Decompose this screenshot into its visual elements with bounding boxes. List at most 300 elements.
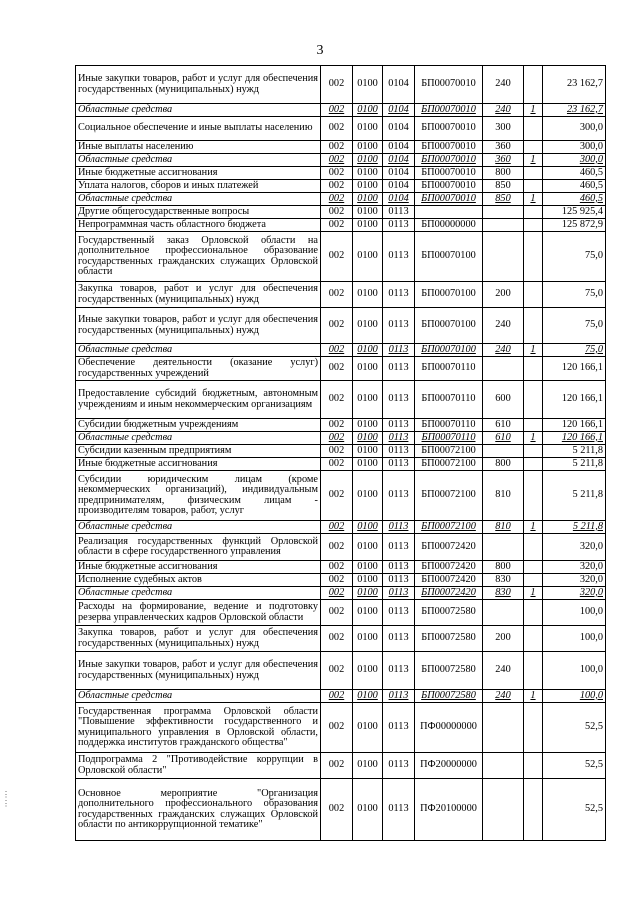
row-amount: 23 162,7 [543,66,606,104]
row-amount: 75,0 [543,308,606,344]
row-amount: 120 166,1 [543,357,606,381]
table-row [76,344,606,357]
row-subsection-code: 0113 [383,232,415,282]
table-row [76,652,606,690]
row-section-code: 0100 [353,206,383,219]
row-name: Областные средства [76,193,321,206]
row-section-code: 0100 [353,600,383,626]
row-section-code: 0100 [353,357,383,381]
row-target-article-code: БП00070010 [415,117,483,141]
row-ved-code: 002 [321,458,353,471]
row-target-article-code: ПФ00000000 [415,703,483,753]
row-target-article-code: БП00070010 [415,167,483,180]
row-ved-code: 002 [321,117,353,141]
row-subsection-code: 0113 [383,206,415,219]
row-subsection-code: 0113 [383,357,415,381]
row-ved-code: 002 [321,703,353,753]
row-source-code: 1 [524,104,543,117]
row-expense-type-code [483,206,524,219]
row-section-code: 0100 [353,587,383,600]
row-name: Иные бюджетные ассигнования [76,561,321,574]
row-subsection-code: 0113 [383,561,415,574]
row-name: Социальное обеспечение и иные выплаты населению [76,117,321,141]
row-name: Подпрограмма 2 "Противодействие коррупции в Орловской области" [76,753,321,779]
row-section-code: 0100 [353,652,383,690]
row-expense-type-code: 360 [483,154,524,167]
row-ved-code: 002 [321,419,353,432]
row-subsection-code: 0113 [383,445,415,458]
row-section-code: 0100 [353,703,383,753]
row-source-code [524,703,543,753]
table-row [76,753,606,779]
row-name: Иные закупки товаров, работ и услуг для обеспечения государственных (муниципальных) нужд [76,66,321,104]
row-section-code: 0100 [353,753,383,779]
row-source-code [524,180,543,193]
row-target-article-code: БП00070010 [415,104,483,117]
row-source-code [524,381,543,419]
row-source-code [524,219,543,232]
row-name: Предоставление субсидий бюджетным, автономным учреждениям и иным некоммерческим организациям [76,381,321,419]
row-section-code: 0100 [353,432,383,445]
row-subsection-code: 0113 [383,779,415,841]
table-row [76,690,606,703]
row-expense-type-code: 200 [483,626,524,652]
row-target-article-code: БП00072420 [415,534,483,561]
row-source-code [524,471,543,521]
row-source-code: 1 [524,587,543,600]
row-source-code [524,534,543,561]
row-source-code [524,66,543,104]
row-name: Непрограммная часть областного бюджета [76,219,321,232]
row-ved-code: 002 [321,66,353,104]
row-expense-type-code: 360 [483,141,524,154]
row-ved-code: 002 [321,219,353,232]
row-ved-code: 002 [321,521,353,534]
page-number: 3 [316,43,324,58]
row-section-code: 0100 [353,117,383,141]
row-ved-code: 002 [321,690,353,703]
table-row [76,308,606,344]
row-subsection-code: 0113 [383,471,415,521]
row-ved-code: 002 [321,574,353,587]
row-expense-type-code: 300 [483,117,524,141]
row-expense-type-code [483,219,524,232]
table-row [76,206,606,219]
row-expense-type-code: 240 [483,66,524,104]
table-row [76,167,606,180]
row-ved-code: 002 [321,167,353,180]
table-row [76,626,606,652]
row-subsection-code: 0113 [383,219,415,232]
row-target-article-code: ПФ20100000 [415,779,483,841]
row-subsection-code: 0113 [383,308,415,344]
row-subsection-code: 0113 [383,753,415,779]
row-target-article-code: БП00072420 [415,587,483,600]
row-expense-type-code: 610 [483,432,524,445]
table-row [76,193,606,206]
row-ved-code: 002 [321,652,353,690]
table-row [76,471,606,521]
row-source-code: 1 [524,344,543,357]
row-ved-code: 002 [321,180,353,193]
row-section-code: 0100 [353,381,383,419]
table-row [76,104,606,117]
row-name: Иные выплаты населению [76,141,321,154]
table-row [76,357,606,381]
table-row [76,282,606,308]
row-target-article-code: БП00070110 [415,381,483,419]
row-ved-code: 002 [321,282,353,308]
row-source-code [524,626,543,652]
row-subsection-code: 0113 [383,574,415,587]
row-section-code: 0100 [353,154,383,167]
row-amount: 52,5 [543,753,606,779]
row-expense-type-code [483,779,524,841]
row-section-code: 0100 [353,344,383,357]
row-ved-code: 002 [321,471,353,521]
row-subsection-code: 0104 [383,104,415,117]
row-section-code: 0100 [353,626,383,652]
row-target-article-code: БП00072580 [415,652,483,690]
row-amount: 100,0 [543,626,606,652]
row-expense-type-code: 240 [483,690,524,703]
row-source-code: 1 [524,690,543,703]
row-subsection-code: 0113 [383,344,415,357]
row-subsection-code: 0113 [383,587,415,600]
row-source-code [524,574,543,587]
budget-table [75,65,606,841]
row-name: Исполнение судебных актов [76,574,321,587]
row-name: Областные средства [76,104,321,117]
row-ved-code: 002 [321,344,353,357]
row-name: Иные бюджетные ассигнования [76,167,321,180]
row-target-article-code: БП00072580 [415,600,483,626]
row-amount: 100,0 [543,690,606,703]
row-ved-code: 002 [321,206,353,219]
row-target-article-code: БП00070010 [415,180,483,193]
row-source-code [524,419,543,432]
row-amount: 460,5 [543,167,606,180]
row-source-code [524,561,543,574]
row-source-code [524,652,543,690]
row-amount: 75,0 [543,282,606,308]
row-subsection-code: 0113 [383,432,415,445]
table-row [76,232,606,282]
row-amount: 120 166,1 [543,381,606,419]
row-section-code: 0100 [353,219,383,232]
margin-scan-marks: ⋮ ⋮ [2,790,10,808]
table-row [76,534,606,561]
row-target-article-code: БП00072100 [415,471,483,521]
table-row [76,432,606,445]
table-row [76,154,606,167]
row-target-article-code: БП00070010 [415,193,483,206]
row-expense-type-code: 600 [483,381,524,419]
row-target-article-code: БП00072100 [415,458,483,471]
row-section-code: 0100 [353,458,383,471]
row-ved-code: 002 [321,141,353,154]
row-section-code: 0100 [353,690,383,703]
row-amount: 5 211,8 [543,445,606,458]
row-name: Иные закупки товаров, работ и услуг для обеспечения государственных (муниципальных) нужд [76,308,321,344]
row-ved-code: 002 [321,232,353,282]
row-target-article-code: БП00072580 [415,690,483,703]
row-expense-type-code: 240 [483,344,524,357]
row-expense-type-code [483,600,524,626]
row-ved-code: 002 [321,432,353,445]
row-amount: 320,0 [543,561,606,574]
row-ved-code: 002 [321,381,353,419]
row-name: Областные средства [76,432,321,445]
budget-table-body [76,66,606,841]
row-subsection-code: 0104 [383,141,415,154]
row-name: Уплата налогов, сборов и иных платежей [76,180,321,193]
row-target-article-code: БП00072100 [415,521,483,534]
row-subsection-code: 0113 [383,458,415,471]
row-expense-type-code: 800 [483,458,524,471]
row-ved-code: 002 [321,779,353,841]
row-expense-type-code [483,232,524,282]
row-ved-code: 002 [321,104,353,117]
row-source-code [524,308,543,344]
row-source-code [524,753,543,779]
row-amount: 5 211,8 [543,521,606,534]
row-amount: 52,5 [543,779,606,841]
row-section-code: 0100 [353,779,383,841]
row-amount: 320,0 [543,587,606,600]
row-expense-type-code [483,357,524,381]
row-amount: 23 162,7 [543,104,606,117]
row-expense-type-code: 830 [483,587,524,600]
row-target-article-code: БП00070100 [415,308,483,344]
row-section-code: 0100 [353,180,383,193]
row-expense-type-code: 850 [483,193,524,206]
row-expense-type-code: 610 [483,419,524,432]
row-expense-type-code: 810 [483,521,524,534]
table-row [76,117,606,141]
row-target-article-code: ПФ20000000 [415,753,483,779]
row-name: Государственный заказ Орловской области на дополнительное профессиональное образование государственных гражданских служащих Орловской области [76,232,321,282]
row-expense-type-code [483,445,524,458]
table-row [76,587,606,600]
row-ved-code: 002 [321,357,353,381]
row-source-code: 1 [524,521,543,534]
row-section-code: 0100 [353,193,383,206]
table-row [76,574,606,587]
row-section-code: 0100 [353,167,383,180]
row-source-code [524,779,543,841]
row-amount: 125 872,9 [543,219,606,232]
row-amount: 320,0 [543,574,606,587]
table-row [76,141,606,154]
row-target-article-code: БП00072420 [415,574,483,587]
row-ved-code: 002 [321,445,353,458]
row-section-code: 0100 [353,66,383,104]
row-subsection-code: 0113 [383,521,415,534]
row-section-code: 0100 [353,141,383,154]
row-target-article-code: БП00072580 [415,626,483,652]
row-source-code [524,458,543,471]
table-row [76,180,606,193]
table-row [76,458,606,471]
row-name: Закупка товаров, работ и услуг для обеспечения государственных (муниципальных) нужд [76,626,321,652]
row-source-code [524,206,543,219]
row-section-code: 0100 [353,534,383,561]
row-expense-type-code: 240 [483,104,524,117]
row-target-article-code: БП00072100 [415,445,483,458]
table-row [76,219,606,232]
row-section-code: 0100 [353,232,383,282]
row-expense-type-code: 830 [483,574,524,587]
row-subsection-code: 0104 [383,180,415,193]
row-amount: 5 211,8 [543,471,606,521]
row-name: Реализация государственных функций Орловской области в сфере государственного управления [76,534,321,561]
row-subsection-code: 0104 [383,154,415,167]
row-target-article-code: БП00070100 [415,282,483,308]
row-amount: 300,0 [543,154,606,167]
row-section-code: 0100 [353,308,383,344]
row-target-article-code: БП00070010 [415,141,483,154]
row-ved-code: 002 [321,154,353,167]
row-subsection-code: 0113 [383,282,415,308]
row-ved-code: 002 [321,626,353,652]
row-target-article-code: БП00070110 [415,419,483,432]
row-subsection-code: 0104 [383,167,415,180]
row-section-code: 0100 [353,471,383,521]
row-name: Другие общегосударственные вопросы [76,206,321,219]
row-target-article-code: БП00000000 [415,219,483,232]
row-expense-type-code: 800 [483,167,524,180]
row-ved-code: 002 [321,600,353,626]
row-name: Иные закупки товаров, работ и услуг для обеспечения государственных (муниципальных) нужд [76,652,321,690]
table-row [76,521,606,534]
row-source-code [524,232,543,282]
row-subsection-code: 0113 [383,703,415,753]
row-expense-type-code: 850 [483,180,524,193]
row-target-article-code: БП00070010 [415,66,483,104]
row-amount: 320,0 [543,534,606,561]
row-section-code: 0100 [353,574,383,587]
row-subsection-code: 0113 [383,381,415,419]
row-name: Субсидии юридическим лицам (кроме некоммерческих организаций), индивидуальным предпринимателям, физическим лицам - производителям товаров, работ, услуг [76,471,321,521]
row-subsection-code: 0113 [383,626,415,652]
table-row [76,703,606,753]
row-ved-code: 002 [321,308,353,344]
row-subsection-code: 0113 [383,600,415,626]
table-row [76,419,606,432]
row-section-code: 0100 [353,445,383,458]
row-section-code: 0100 [353,104,383,117]
row-ved-code: 002 [321,753,353,779]
row-target-article-code: БП00070100 [415,232,483,282]
row-subsection-code: 0113 [383,419,415,432]
row-amount: 120 166,1 [543,419,606,432]
row-name: Субсидии казенным предприятиям [76,445,321,458]
row-name: Областные средства [76,154,321,167]
table-row [76,600,606,626]
row-source-code: 1 [524,193,543,206]
row-name: Обеспечение деятельности (оказание услуг) государственных учреждений [76,357,321,381]
row-ved-code: 002 [321,534,353,561]
row-ved-code: 002 [321,561,353,574]
row-amount: 75,0 [543,344,606,357]
row-source-code [524,357,543,381]
row-source-code [524,117,543,141]
row-amount: 75,0 [543,232,606,282]
row-name: Областные средства [76,587,321,600]
row-amount: 100,0 [543,600,606,626]
row-amount: 125 925,4 [543,206,606,219]
row-expense-type-code [483,534,524,561]
row-subsection-code: 0113 [383,690,415,703]
row-section-code: 0100 [353,561,383,574]
row-expense-type-code: 800 [483,561,524,574]
row-amount: 460,5 [543,193,606,206]
row-target-article-code [415,206,483,219]
row-amount: 460,5 [543,180,606,193]
row-ved-code: 002 [321,193,353,206]
row-source-code [524,282,543,308]
row-target-article-code: БП00070100 [415,344,483,357]
row-subsection-code: 0104 [383,193,415,206]
row-name: Закупка товаров, работ и услуг для обеспечения государственных (муниципальных) нужд [76,282,321,308]
table-row [76,66,606,104]
table-row [76,381,606,419]
row-source-code [524,167,543,180]
row-name: Областные средства [76,690,321,703]
row-name: Областные средства [76,344,321,357]
row-ved-code: 002 [321,587,353,600]
row-amount: 120 166,1 [543,432,606,445]
row-target-article-code: БП00070010 [415,154,483,167]
row-name: Иные бюджетные ассигнования [76,458,321,471]
row-subsection-code: 0104 [383,117,415,141]
row-expense-type-code: 810 [483,471,524,521]
row-name: Государственная программа Орловской области "Повышение эффективности государственного и муниципального управления в Орловской области, поддержка институтов гражданского общества" [76,703,321,753]
row-source-code: 1 [524,154,543,167]
table-row [76,561,606,574]
row-source-code: 1 [524,432,543,445]
row-name: Субсидии бюджетным учреждениям [76,419,321,432]
row-name: Основное мероприятие "Организация дополнительного профессионального образования государственных гражданских служащих Орловской области по антикоррупционной тематике" [76,779,321,841]
row-name: Расходы на формирование, ведение и подготовку резерва управленческих кадров Орловской области [76,600,321,626]
row-section-code: 0100 [353,419,383,432]
row-name: Областные средства [76,521,321,534]
row-section-code: 0100 [353,521,383,534]
row-target-article-code: БП00070110 [415,357,483,381]
row-amount: 5 211,8 [543,458,606,471]
row-amount: 100,0 [543,652,606,690]
row-source-code [524,445,543,458]
row-subsection-code: 0104 [383,66,415,104]
row-amount: 52,5 [543,703,606,753]
row-source-code [524,141,543,154]
row-subsection-code: 0113 [383,534,415,561]
table-row [76,779,606,841]
row-subsection-code: 0113 [383,652,415,690]
row-amount: 300,0 [543,141,606,154]
table-row [76,445,606,458]
row-section-code: 0100 [353,282,383,308]
row-target-article-code: БП00070110 [415,432,483,445]
row-expense-type-code: 240 [483,652,524,690]
row-expense-type-code [483,753,524,779]
row-expense-type-code: 240 [483,308,524,344]
row-target-article-code: БП00072420 [415,561,483,574]
row-source-code [524,600,543,626]
row-expense-type-code [483,703,524,753]
row-expense-type-code: 200 [483,282,524,308]
